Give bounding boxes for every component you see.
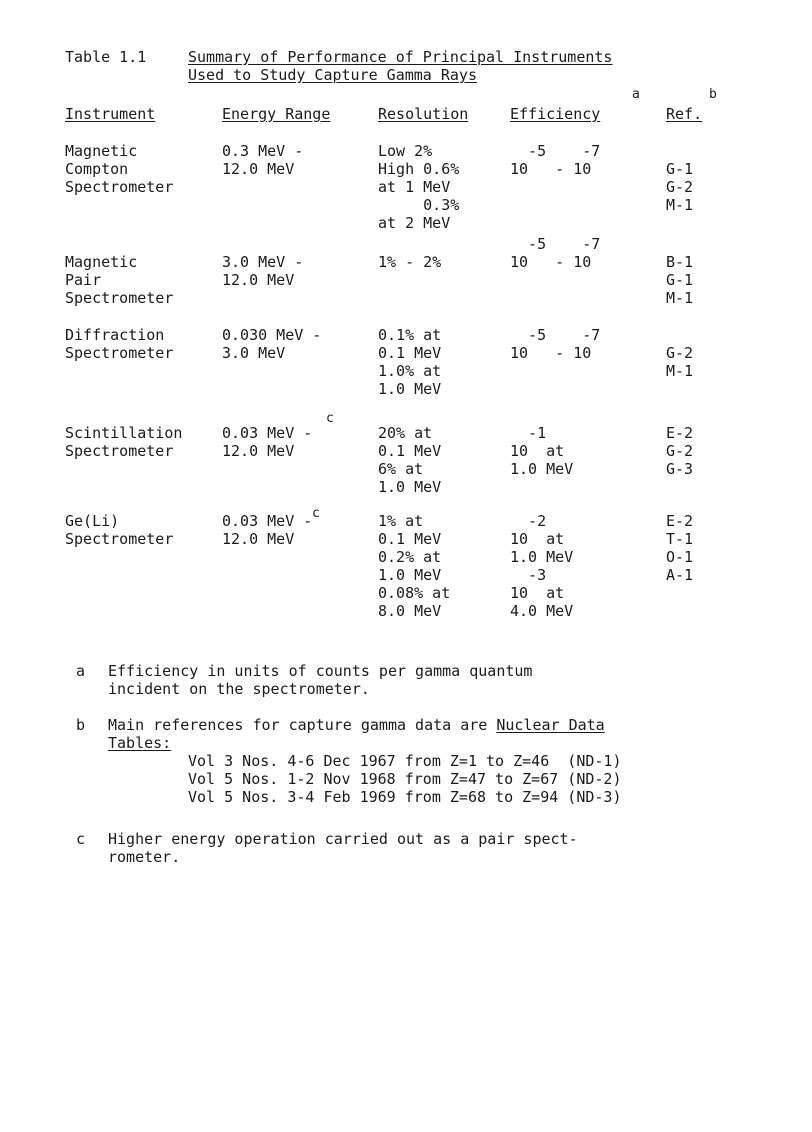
footnote-c-letter: c xyxy=(76,830,86,848)
footnote-b-volumes: Vol 3 Nos. 4-6 Dec 1967 from Z=1 to Z=46 (ND-1) Vol 5 Nos. 1-2 Nov 1968 from Z=47 to Z=67 (ND-2) Vol 5 Nos. 3-4 Feb 1969 from Z=68 to Z=94 (ND-3) xyxy=(188,752,622,806)
table-row-3-resolution: 0.1% at 0.1 MeV 1.0% at 1.0 MeV xyxy=(378,326,442,398)
footnote-c-text: Higher energy operation carried out as a pair spect- rometer. xyxy=(108,830,578,866)
table-title-line1: Summary of Performance of Principal Instruments xyxy=(188,48,613,66)
table-row-2-resolution: 1% - 2% xyxy=(378,253,442,271)
table-row-4-ref: E-2 G-2 G-3 xyxy=(666,424,694,478)
efficiency-footnote-mark: a xyxy=(632,87,640,102)
table-row-3-instrument: Diffraction Spectrometer xyxy=(65,326,174,362)
table-row-5-resolution: 1% at 0.1 MeV 0.2% at 1.0 MeV 0.08% at 8.0 MeV xyxy=(378,512,451,620)
table-row-5-efficiency: -2 10 at 1.0 MeV -3 10 at 4.0 MeV xyxy=(510,512,574,620)
table-row-2-ref: B-1 G-1 M-1 xyxy=(666,253,694,307)
table-row-2-instrument: Magnetic Pair Spectrometer xyxy=(65,253,174,307)
table-row-5-energy: 0.03 MeV - 12.0 MeV xyxy=(222,512,313,548)
header-efficiency: Efficiency xyxy=(510,105,601,123)
table-row-2-efficiency: -5 -7 10 - 10 xyxy=(510,235,601,271)
ref-footnote-mark: b xyxy=(709,87,717,102)
footnote-b-text: Main references for capture gamma data are Nuclear Data Tables: xyxy=(108,716,605,752)
table-row-3-efficiency: -5 -7 10 - 10 xyxy=(510,326,601,362)
table-row-4-instrument: Scintillation Spectrometer xyxy=(65,424,183,460)
table-label: Table 1.1 xyxy=(65,48,147,66)
header-energy-range: Energy Range xyxy=(222,105,331,123)
header-ref: Ref. xyxy=(666,105,703,123)
table-row-3-energy: 0.030 MeV - 3.0 MeV xyxy=(222,326,322,362)
row-5-energy-footnote-mark: c xyxy=(312,506,320,521)
table-row-1-resolution: Low 2% High 0.6% at 1 MeV 0.3% at 2 MeV xyxy=(378,142,460,232)
nuclear-data-reference: Nuclear Data xyxy=(496,716,605,734)
table-row-3-ref: G-2 M-1 xyxy=(666,344,694,380)
table-row-1-efficiency: -5 -7 10 - 10 xyxy=(510,142,601,178)
table-row-4-energy: 0.03 MeV - 12.0 MeV xyxy=(222,424,313,460)
table-row-1-instrument: Magnetic Compton Spectrometer xyxy=(65,142,174,196)
header-resolution: Resolution xyxy=(378,105,469,123)
table-row-1-ref: G-1 G-2 M-1 xyxy=(666,160,694,214)
table-row-4-efficiency: -1 10 at 1.0 MeV xyxy=(510,424,574,478)
table-row-1-energy: 0.3 MeV - 12.0 MeV xyxy=(222,142,304,178)
footnote-a-text: Efficiency in units of counts per gamma quantum incident on the spectrometer. xyxy=(108,662,533,698)
footnote-a-letter: a xyxy=(76,662,86,680)
row-4-energy-footnote-mark: c xyxy=(326,411,334,426)
table-title-line2: Used to Study Capture Gamma Rays xyxy=(188,66,477,84)
table-row-4-resolution: 20% at 0.1 MeV 6% at 1.0 MeV xyxy=(378,424,442,496)
table-row-5-instrument: Ge(Li) Spectrometer xyxy=(65,512,174,548)
table-row-5-ref: E-2 T-1 O-1 A-1 xyxy=(666,512,694,584)
table-row-2-energy: 3.0 MeV - 12.0 MeV xyxy=(222,253,304,289)
footnote-b-letter: b xyxy=(76,716,86,734)
header-instrument: Instrument xyxy=(65,105,156,123)
